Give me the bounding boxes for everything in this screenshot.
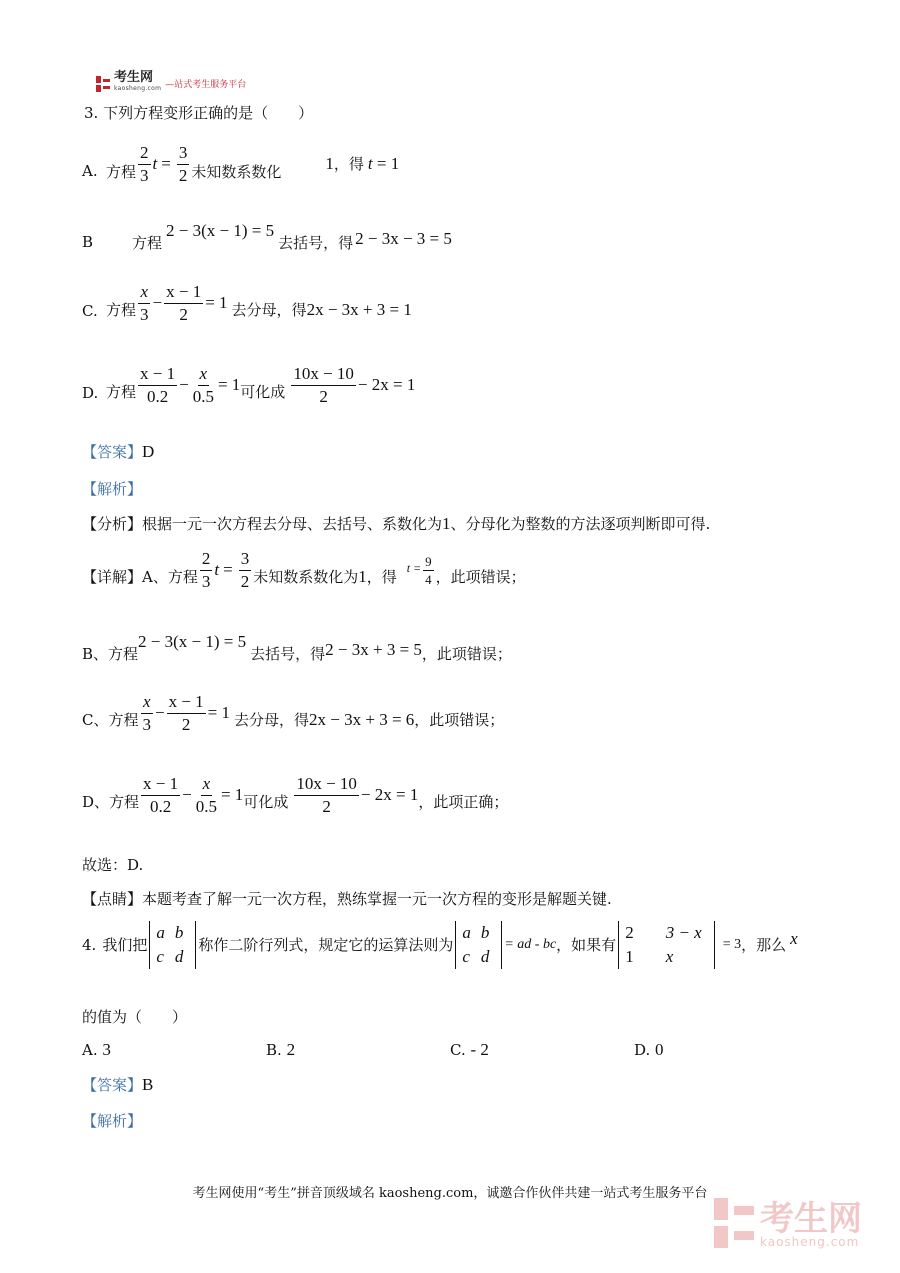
option-a-prefix: 方程 — [106, 163, 137, 181]
watermark — [714, 1198, 862, 1252]
fraction: $\frac{x - 1}{2}$ — [166, 281, 202, 324]
q3-analysis-tag: 【解析】 — [82, 480, 143, 498]
fraction: $\frac{2}{3}$ — [140, 142, 149, 185]
brand-slogan: —站式考生服务平台 — [165, 79, 247, 90]
q3-stem: 3. 下列方程变形正确的是（ ） — [84, 104, 314, 122]
math-var: t = — [406, 561, 422, 575]
determinant: a b c d — [149, 921, 196, 969]
math-result: 2x − 3x + 3 = 1 — [306, 300, 412, 319]
answer-value: B — [142, 1075, 154, 1094]
option-c-mid: 去分母，得 — [231, 301, 307, 319]
fraction: $\frac{x - 1}{0.2}$ — [143, 773, 179, 816]
math-rhs: = 1 — [217, 375, 241, 394]
math-op: = — [223, 560, 233, 579]
watermark-domain: kaosheng.com — [760, 1235, 860, 1249]
fraction: $\frac{9}{4}$ — [425, 553, 432, 587]
q3-detail-c — [82, 688, 504, 738]
q3-dianjing — [82, 890, 612, 908]
detail-b-mid: 去括号，得 — [250, 645, 326, 663]
q4-answer-line — [82, 1076, 153, 1094]
q4-option-b: B. 2 — [266, 1040, 296, 1059]
fraction: $\frac{10x - 10}{2}$ — [293, 363, 354, 406]
header-logo — [96, 72, 246, 94]
detail-a-tail: ，此项错误； — [435, 568, 526, 586]
q4-mid2: ，如果有 — [556, 936, 617, 954]
math-op: − — [154, 703, 165, 722]
brand-logo-icon — [96, 76, 110, 90]
fraction: $\frac{x}{0.5}$ — [192, 363, 214, 406]
option-d-prefix: 方程 — [106, 383, 137, 401]
fenxi-tail: 、分母化为整数的方法逐项判断即可得. — [450, 515, 711, 533]
math-result: = 1 — [372, 154, 400, 173]
q4-stem — [82, 919, 798, 971]
option-c-prefix: 方程 — [106, 301, 137, 319]
q4-option-a: A. 3 — [82, 1040, 111, 1059]
option-a-mid: 未知数系数化 — [191, 163, 282, 181]
math-number: 1 — [358, 567, 367, 586]
q3-option-a — [106, 136, 399, 192]
option-b-prefix: 方程 — [132, 234, 163, 252]
watermark-logo-icon — [714, 1198, 754, 1252]
math-op: − — [182, 785, 192, 804]
math-rhs: = 1 — [205, 293, 228, 312]
math-result: 2 − 3x − 3 = 5 — [355, 229, 452, 248]
q3-option-b — [132, 222, 452, 252]
math-op: − — [179, 375, 189, 394]
dianjing-tag: 【点睛】 — [82, 890, 143, 908]
q3-option-a-label: A. — [82, 162, 98, 180]
q3-choose: 故选：D. — [82, 856, 144, 874]
q4-mid3: ，那么 — [741, 936, 787, 954]
determinant: a b c d — [455, 921, 502, 969]
fraction: $\frac{10x - 10}{2}$ — [296, 773, 357, 816]
brand-domain: kaosheng.com — [114, 85, 162, 92]
option-a-tail: ，得 — [333, 155, 364, 173]
math-rhs: = 1 — [207, 703, 231, 722]
detail-d-prefix: D、方程 — [82, 793, 140, 811]
fenxi-tag: 【分析】 — [82, 515, 143, 533]
q4-prefix: 我们把 — [102, 936, 148, 954]
math-op: = — [161, 154, 171, 173]
math-op: − — [152, 293, 163, 312]
watermark-brand: 考生网 — [760, 1199, 862, 1239]
detail-c-prefix: C、方程 — [82, 711, 139, 729]
q3-fenxi — [82, 515, 710, 533]
fraction: $\frac{3}{2}$ — [240, 548, 250, 591]
detail-b-tail: ，此项错误； — [421, 645, 512, 663]
q3-detail-d — [82, 770, 508, 820]
fraction: $\frac{2}{3}$ — [201, 548, 211, 591]
math-result: 2x − 3x + 3 = 6 — [309, 710, 415, 729]
fraction: $\frac{x}{3}$ — [140, 281, 149, 324]
q4-line2: 的值为（ ） — [82, 1008, 188, 1026]
answer-tag: 【答案】 — [82, 1076, 143, 1094]
math-result: − 2x = 1 — [357, 375, 416, 394]
math-result: − 2x = 1 — [360, 785, 419, 804]
answer-value: D — [142, 442, 155, 461]
math-number: 1 — [442, 514, 451, 533]
fraction: $\frac{x}{3}$ — [142, 691, 151, 734]
q3-option-d-label: D. — [82, 384, 99, 402]
math-var: t — [367, 154, 373, 173]
math-number: 1 — [325, 154, 334, 173]
detail-d-tail: ，此项正确； — [418, 793, 509, 811]
option-b-mid: 去括号，得 — [278, 234, 354, 252]
detail-d-mid: 可化成 — [243, 793, 289, 811]
detail-b-prefix: B、方程 — [82, 645, 139, 663]
math-var: x — [790, 929, 798, 948]
q4-rule: = ad - bc — [504, 937, 557, 952]
fraction: $\frac{x - 1}{0.2}$ — [140, 363, 176, 406]
detail-a-prefix: A、方程 — [142, 568, 198, 586]
math-var: t — [214, 560, 220, 579]
q3-option-c-label: C. — [82, 302, 98, 320]
math-var: t — [152, 154, 158, 173]
math-equation: 2 − 3(x − 1) = 5 — [138, 632, 247, 651]
q4-analysis-tag: 【解析】 — [82, 1112, 143, 1130]
fenxi-text: 根据一元一次方程去分母、去括号、系数化为 — [142, 515, 443, 533]
fraction: $\frac{x - 1}{2}$ — [168, 691, 204, 734]
q4-option-c: C. - 2 — [450, 1040, 489, 1059]
q3-option-c — [106, 278, 412, 328]
answer-tag: 【答案】 — [82, 443, 143, 461]
detail-tag: 【详解】 — [82, 568, 143, 586]
detail-c-tail: ，此项错误； — [414, 711, 505, 729]
brand-name: 考生网 — [114, 70, 154, 85]
math-result: 2 − 3x + 3 = 5 — [325, 640, 422, 659]
q3-detail-b — [82, 633, 512, 663]
fraction: $\frac{x}{0.5}$ — [195, 773, 217, 816]
q4-mid1: 称作二阶行列式，规定它的运算法则为 — [198, 936, 454, 954]
math-rhs: = 1 — [220, 785, 244, 804]
q3-option-d — [106, 360, 415, 410]
q3-answer-line — [82, 443, 154, 461]
detail-a-get: ，得 — [366, 568, 397, 586]
page-footer: 考生网使用“考生”拼音顶级域名 kaosheng.com，诚邀合作伙伴共建一站式考生服务平台 — [192, 1186, 708, 1201]
dianjing-text: 本题考查了解一元一次方程，熟练掌握一元一次方程的变形是解题关键. — [142, 890, 612, 908]
q3-detail-a — [82, 546, 526, 594]
detail-a-mid: 未知数系数化为 — [253, 568, 359, 586]
math-equation: 2 − 3(x − 1) = 5 — [166, 221, 275, 240]
option-d-mid: 可化成 — [240, 383, 286, 401]
q4-eq: = 3 — [722, 937, 742, 952]
determinant: 2 3 − x 1 x — [618, 921, 715, 969]
q3-option-b-label: B — [82, 233, 94, 251]
fraction: $\frac{3}{2}$ — [178, 142, 188, 185]
detail-c-mid: 去分母，得 — [234, 711, 310, 729]
q4-number: 4. — [82, 936, 97, 954]
q4-option-d: D. 0 — [634, 1040, 664, 1059]
